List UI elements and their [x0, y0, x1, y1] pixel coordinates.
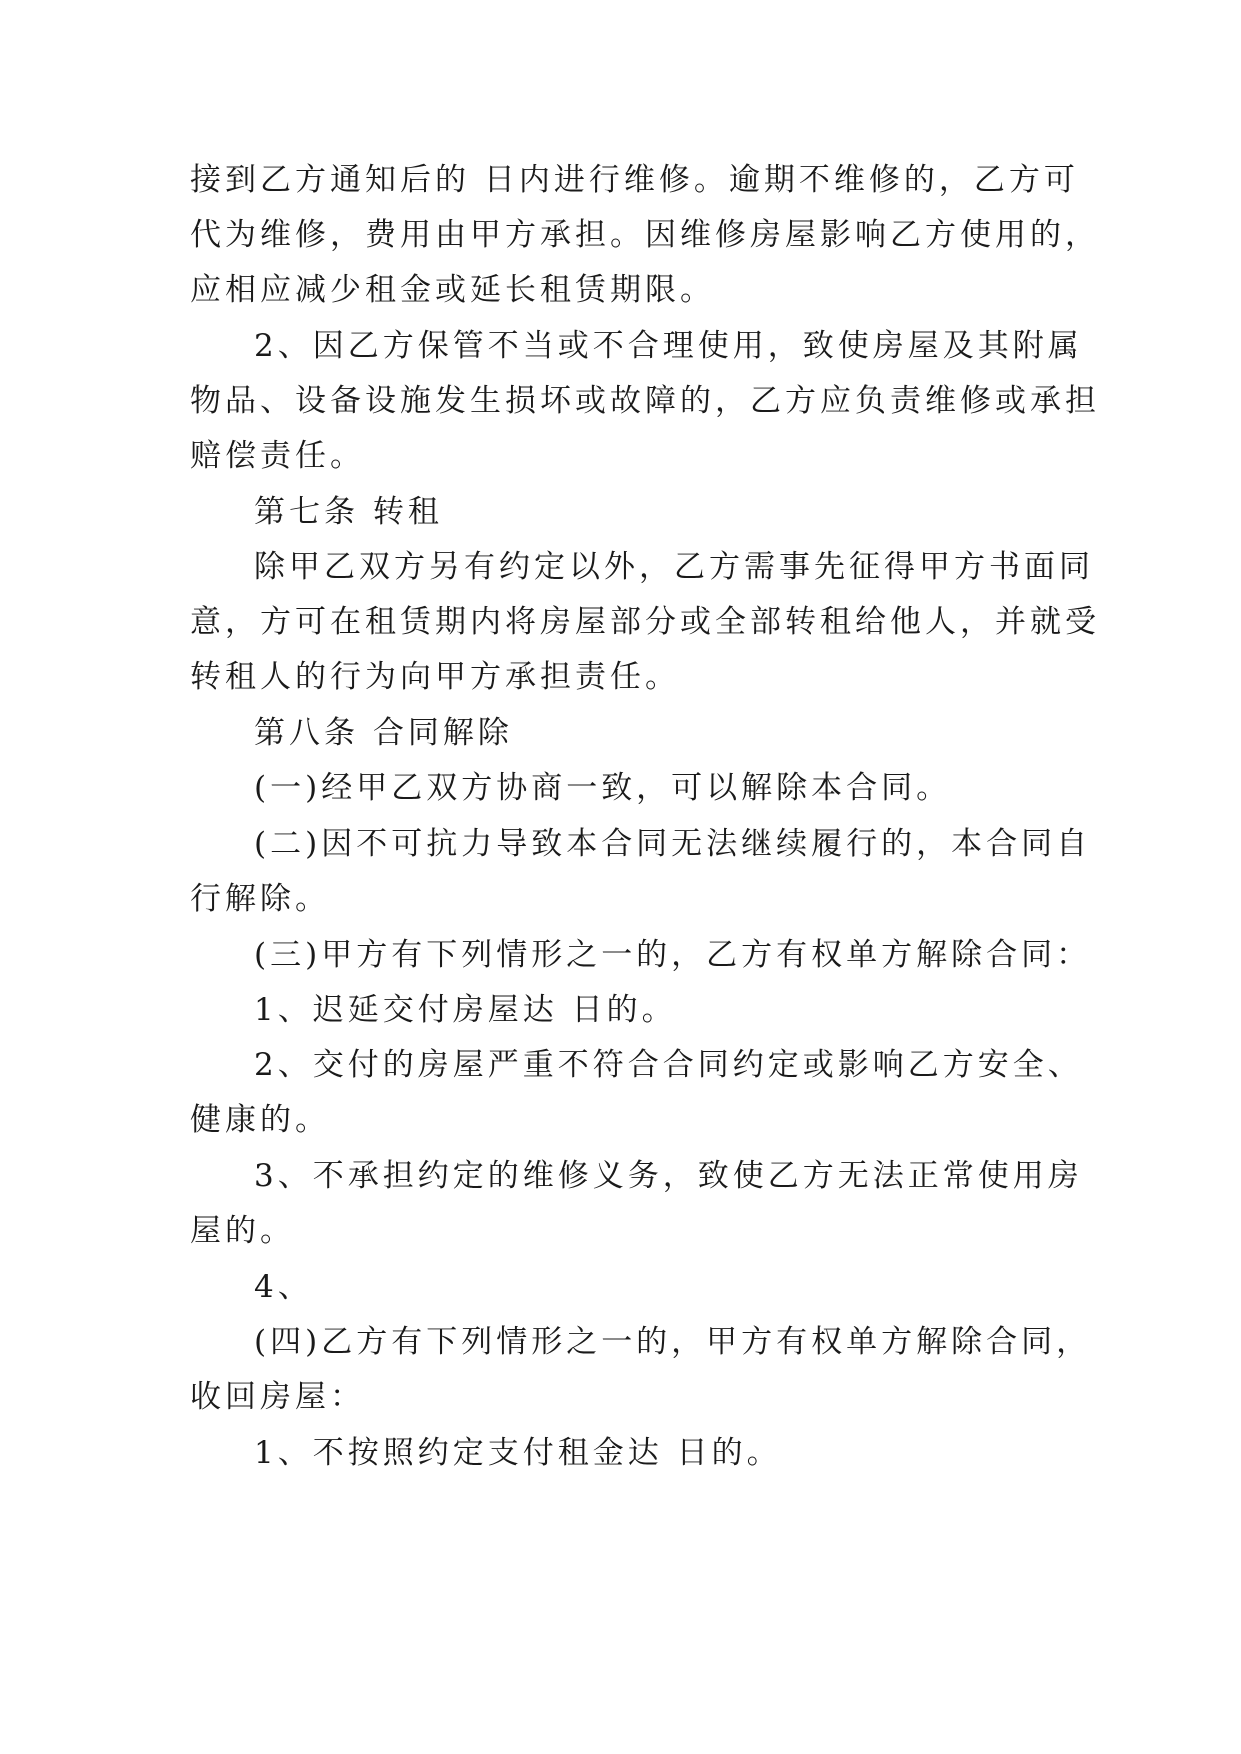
text-line: 2、交付的房屋严重不符合合同约定或影响乙方安全、 — [254, 1047, 1083, 1083]
section-heading: 第七条 转租 — [254, 494, 443, 530]
text-line: 应相应减少租金或延长租赁期限。 — [190, 272, 715, 308]
section-heading: 第八条 合同解除 — [254, 715, 513, 751]
text-line: 2、因乙方保管不当或不合理使用，致使房屋及其附属 — [254, 328, 1083, 364]
text-line: 4、 — [254, 1269, 313, 1305]
text-line: 意，方可在租赁期内将房屋部分或全部转租给他人，并就受 — [190, 604, 1100, 640]
text-line: 屋的。 — [190, 1213, 295, 1249]
text-line: 接到乙方通知后的 日内进行维修。逾期不维修的，乙方可 — [190, 162, 1079, 198]
text-line: 健康的。 — [190, 1102, 330, 1138]
text-line: 收回房屋： — [190, 1379, 365, 1415]
text-line: 转租人的行为向甲方承担责任。 — [190, 659, 680, 695]
text-line: (三)甲方有下列情形之一的，乙方有权单方解除合同： — [254, 937, 1092, 973]
text-line: (四)乙方有下列情形之一的，甲方有权单方解除合同， — [254, 1324, 1092, 1360]
text-line: 行解除。 — [190, 881, 330, 917]
text-line: 1、迟延交付房屋达 日的。 — [254, 992, 677, 1028]
text-line: 1、不按照约定支付租金达 日的。 — [254, 1435, 782, 1471]
text-line: (一)经甲乙双方协商一致，可以解除本合同。 — [254, 770, 952, 806]
text-line: (二)因不可抗力导致本合同无法继续履行的，本合同自 — [254, 826, 1092, 862]
text-line: 赔偿责任。 — [190, 438, 365, 474]
text-line: 3、不承担约定的维修义务，致使乙方无法正常使用房 — [254, 1158, 1083, 1194]
text-line: 代为维修，费用由甲方承担。因维修房屋影响乙方使用的， — [190, 217, 1100, 253]
text-line: 除甲乙双方另有约定以外，乙方需事先征得甲方书面同 — [254, 549, 1094, 585]
text-line: 物品、设备设施发生损坏或故障的，乙方应负责维修或承担 — [190, 383, 1100, 419]
